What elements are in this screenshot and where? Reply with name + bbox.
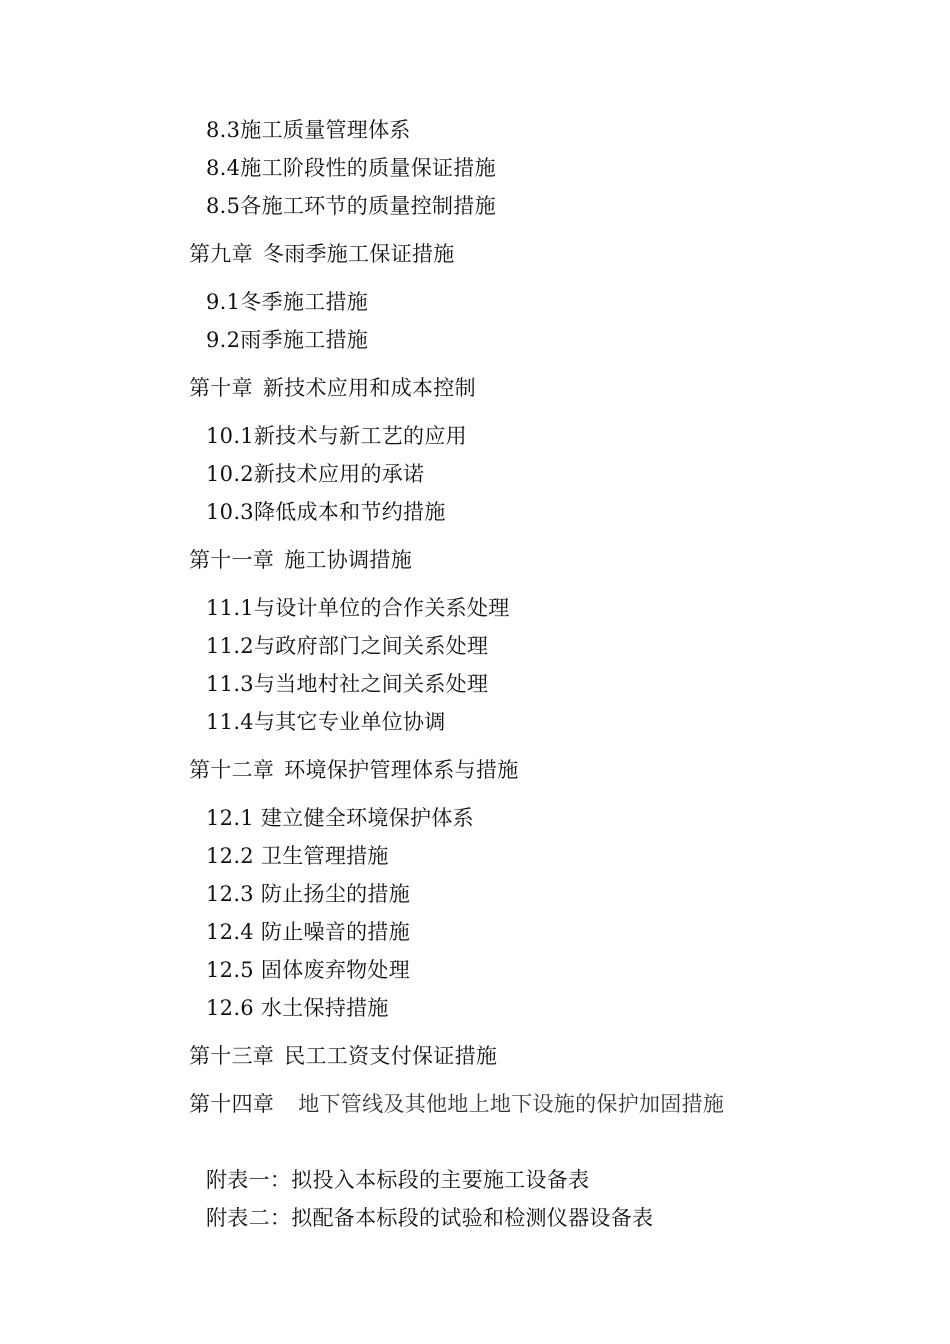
toc-section-10-2: [206, 461, 424, 487]
appendix-text: 附表一：拟投入本标段的主要施工设备表: [206, 1168, 590, 1192]
toc-section-text: 11.2与政府部门之间关系处理: [206, 634, 489, 658]
chapter-number: 第十三章: [189, 1044, 275, 1068]
chapter-number: 第十一章: [189, 548, 275, 572]
toc-chapter-11: [189, 547, 412, 573]
toc-chapter-13: [189, 1043, 497, 1069]
toc-section-text: 10.3降低成本和节约措施: [206, 500, 446, 524]
toc-chapter-10: [189, 375, 476, 401]
appendix-text: 附表二：拟配备本标段的试验和检测仪器设备表: [206, 1206, 654, 1230]
toc-section-text: 9.2雨季施工措施: [206, 328, 369, 352]
toc-section-12-1: [206, 805, 474, 831]
chapter-number: 第九章: [189, 242, 253, 266]
appendix-table-2: [206, 1205, 653, 1231]
toc-section-12-3: [206, 881, 410, 907]
toc-section-text: 11.1与设计单位的合作关系处理: [206, 596, 510, 620]
appendix-table-1: [206, 1167, 589, 1193]
toc-chapter-12: [189, 757, 519, 783]
toc-section-8-4: [206, 155, 496, 181]
toc-section-text: 12.3 防止扬尘的措施: [206, 882, 411, 906]
toc-section-11-2: [206, 633, 488, 659]
toc-section-12-4: [206, 919, 410, 945]
chapter-title: 民工工资支付保证措施: [284, 1044, 498, 1068]
toc-section-text: 9.1冬季施工措施: [206, 290, 369, 314]
toc-section-10-3: [206, 499, 446, 525]
toc-chapter-14: [189, 1091, 724, 1117]
toc-section-text: 12.6 水土保持措施: [206, 996, 389, 1020]
toc-section-8-5: [206, 193, 496, 219]
toc-section-9-2: [206, 327, 368, 353]
toc-section-10-1: [206, 423, 467, 449]
toc-section-text: 10.1新技术与新工艺的应用: [206, 424, 467, 448]
toc-section-text: 11.4与其它专业单位协调: [206, 710, 446, 734]
toc-section-text: 8.4施工阶段性的质量保证措施: [206, 156, 496, 180]
toc-section-9-1: [206, 289, 368, 315]
toc-section-8-3: [206, 117, 411, 143]
chapter-title: 冬雨季施工保证措施: [262, 242, 455, 266]
chapter-number: 第十四章: [189, 1092, 275, 1116]
chapter-title: 施工协调措施: [284, 548, 413, 572]
toc-section-text: 12.2 卫生管理措施: [206, 844, 389, 868]
toc-section-text: 8.3施工质量管理体系: [206, 118, 411, 142]
toc-section-11-1: [206, 595, 510, 621]
toc-section-text: 12.1 建立健全环境保护体系: [206, 806, 474, 830]
chapter-number: 第十章: [189, 376, 253, 400]
chapter-number: 第十二章: [189, 758, 275, 782]
toc-section-12-5: [206, 957, 410, 983]
toc-section-text: 12.5 固体废弃物处理: [206, 958, 411, 982]
toc-chapter-9: [189, 241, 455, 267]
toc-section-11-3: [206, 671, 488, 697]
toc-section-text: 12.4 防止噪音的措施: [206, 920, 411, 944]
toc-section-text: 11.3与当地村社之间关系处理: [206, 672, 489, 696]
toc-section-12-2: [206, 843, 389, 869]
toc-section-12-6: [206, 995, 389, 1021]
chapter-title: 地下管线及其他地上地下设施的保护加固措施: [298, 1092, 725, 1116]
chapter-title: 新技术应用和成本控制: [262, 376, 476, 400]
toc-section-text: 8.5各施工环节的质量控制措施: [206, 194, 496, 218]
chapter-title: 环境保护管理体系与措施: [284, 758, 519, 782]
toc-section-text: 10.2新技术应用的承诺: [206, 462, 425, 486]
toc-section-11-4: [206, 709, 446, 735]
